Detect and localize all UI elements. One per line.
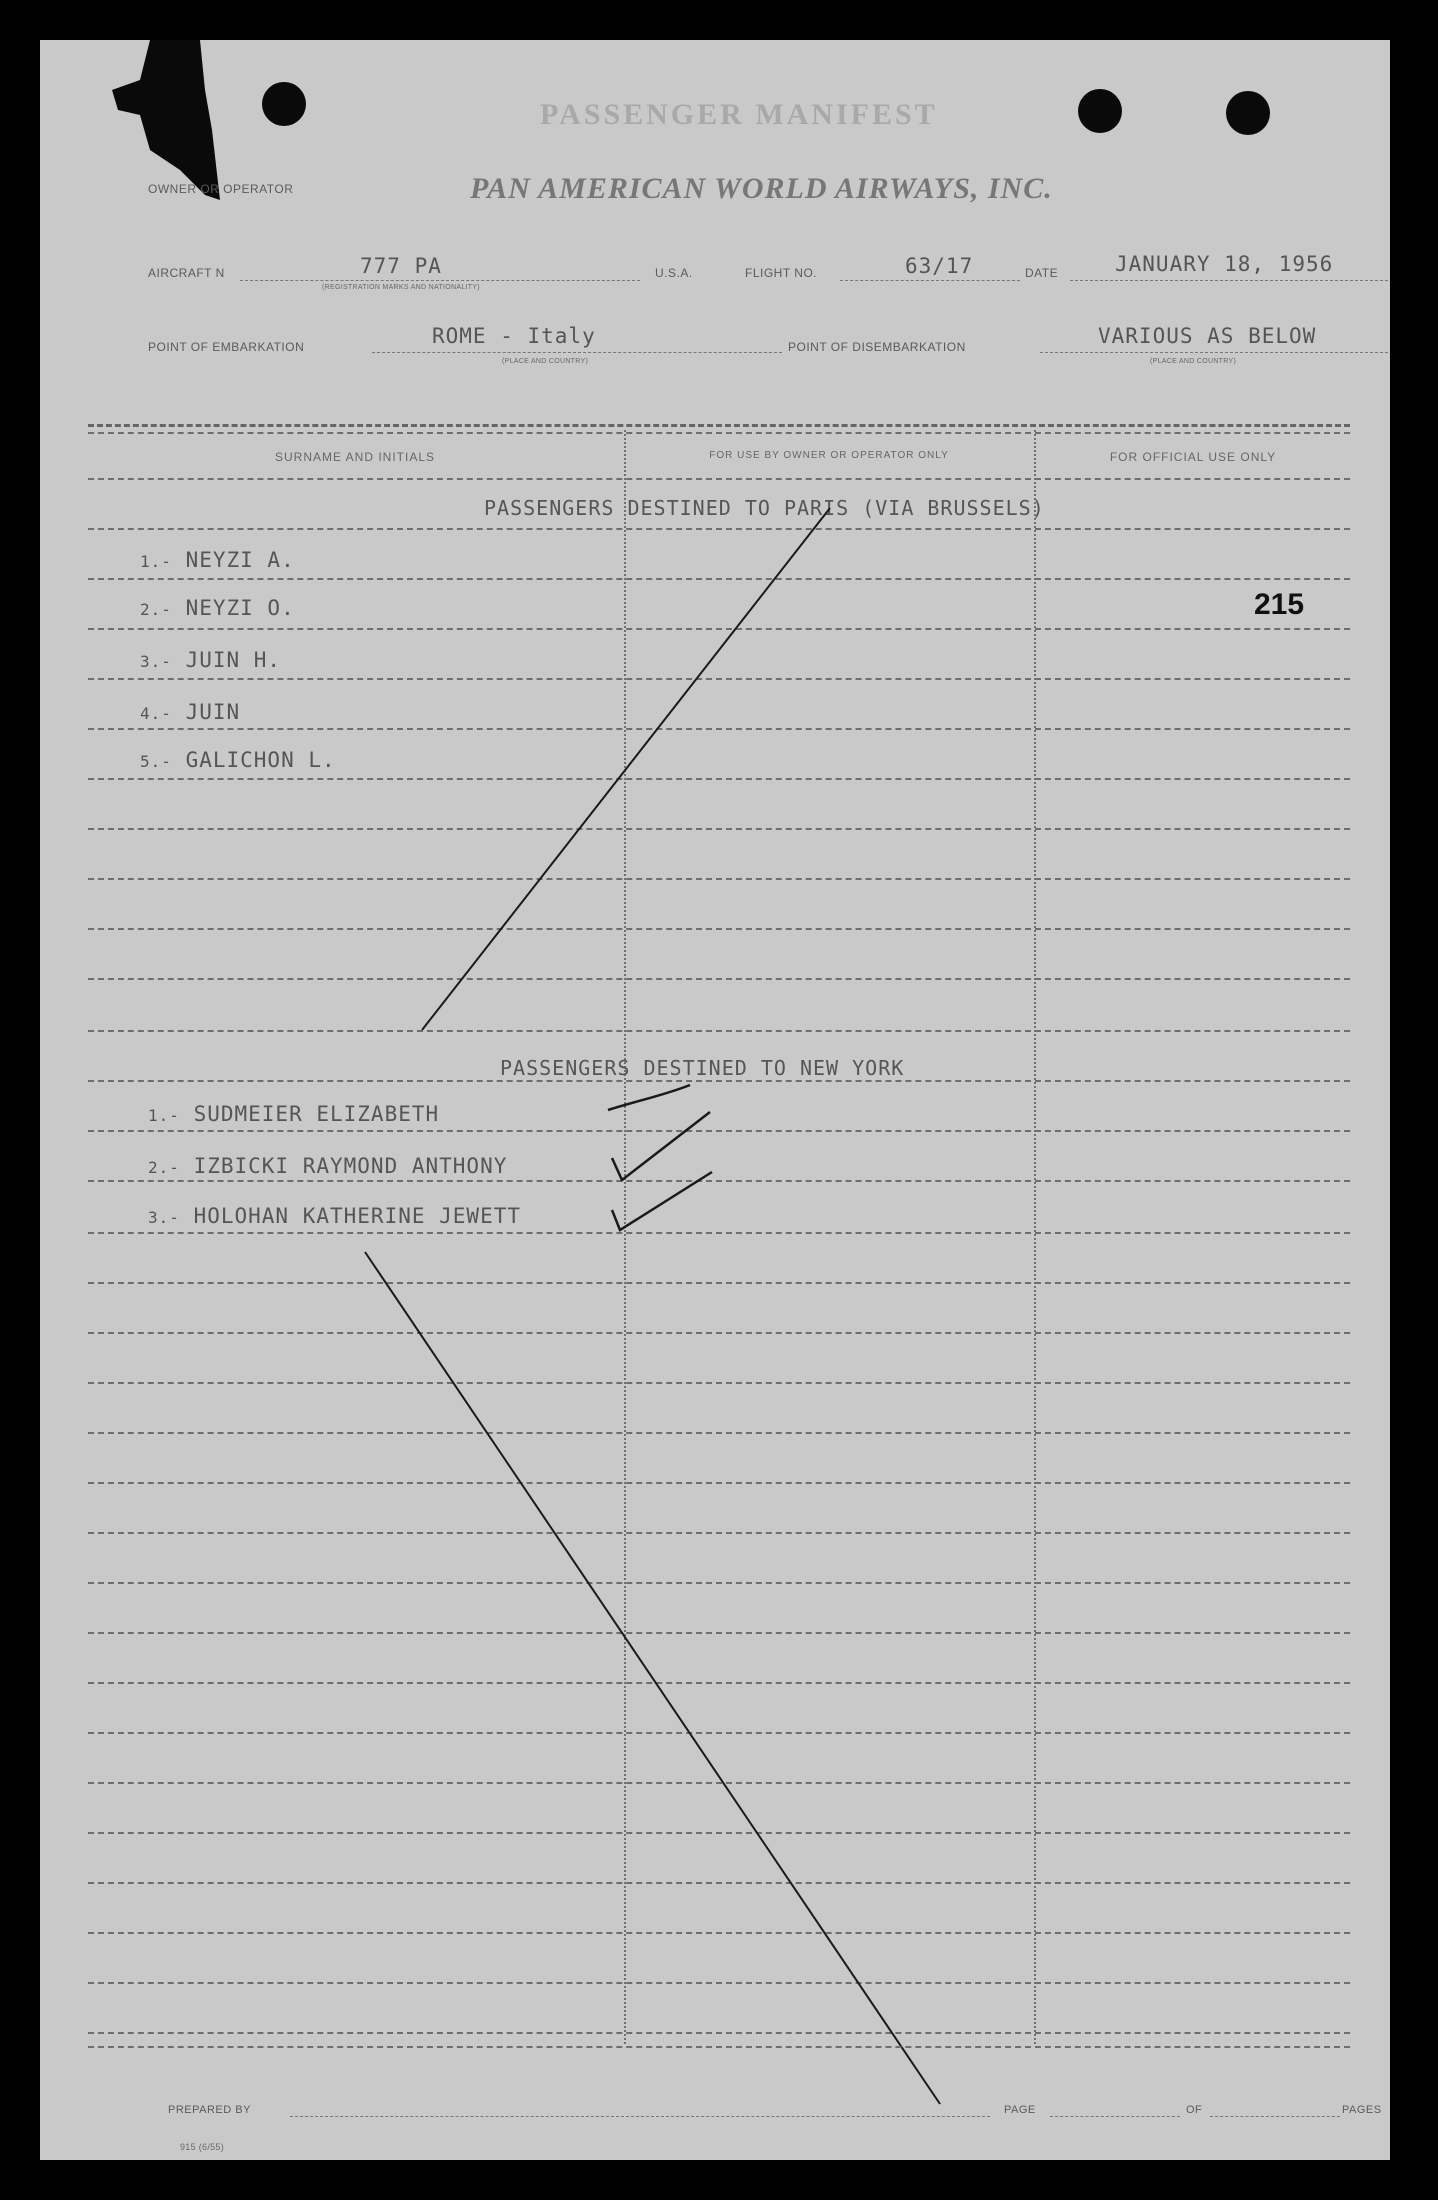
passenger-name: GALICHON L.: [185, 748, 336, 772]
embark-value: ROME - Italy: [432, 324, 596, 348]
page-label: PAGE: [1004, 2104, 1036, 2116]
row-number: 3.-: [140, 652, 172, 671]
diagonal-strike-top: [422, 508, 830, 1030]
disembark-label: POINT OF DISEMBARKATION: [788, 340, 966, 354]
form-title: PASSENGER MANIFEST: [540, 98, 938, 131]
passenger-name: NEYZI O.: [185, 596, 295, 620]
passenger-name: NEYZI A.: [185, 548, 295, 572]
row-number: 2.-: [140, 600, 172, 619]
row-number: 5.-: [140, 752, 172, 771]
row-number: 1.-: [148, 1106, 180, 1125]
row-number: 1.-: [140, 552, 172, 571]
row-number: 2.-: [148, 1158, 180, 1177]
row-number: 3.-: [148, 1208, 180, 1227]
passenger-name: HOLOHAN KATHERINE JEWETT: [193, 1204, 521, 1228]
form-code: 915 (6/55): [180, 2142, 225, 2152]
diagonal-strike-bottom: [365, 1252, 940, 2104]
aircraft-label: AIRCRAFT N: [148, 266, 225, 280]
pages-label: PAGES: [1342, 2104, 1382, 2116]
airline-name: PAN AMERICAN WORLD AIRWAYS, INC.: [470, 172, 1053, 205]
passenger-name: JUIN H.: [185, 648, 282, 672]
usa-label: U.S.A.: [655, 266, 693, 280]
embark-label: POINT OF EMBARKATION: [148, 340, 305, 354]
table-bottom-border: [88, 2046, 1350, 2048]
passenger-name: IZBICKI RAYMOND ANTHONY: [193, 1154, 508, 1178]
disembark-value: VARIOUS AS BELOW: [1098, 324, 1317, 348]
official-number: 215: [1254, 588, 1305, 621]
row-number: 4.-: [140, 704, 172, 723]
section-heading-new-york: PASSENGERS DESTINED TO NEW YORK: [500, 1056, 905, 1080]
aircraft-value: 777 PA: [360, 254, 442, 278]
date-value: JANUARY 18, 1956: [1115, 252, 1334, 276]
disembark-sublabel: (PLACE AND COUNTRY): [1150, 358, 1237, 365]
passenger-name: SUDMEIER ELIZABETH: [193, 1102, 440, 1126]
check-mark: [608, 1085, 690, 1110]
flight-label: FLIGHT NO.: [745, 266, 818, 280]
owner-label: OWNER OR OPERATOR: [148, 182, 294, 196]
column-header-owner-use: FOR USE BY OWNER OR OPERATOR ONLY: [709, 450, 949, 461]
column-header-official-use: FOR OFFICIAL USE ONLY: [1109, 450, 1277, 464]
column-header-surname: SURNAME AND INITIALS: [274, 450, 436, 464]
check-mark: [612, 1112, 710, 1180]
prepared-by-label: PREPARED BY: [168, 2104, 251, 2116]
check-mark: [612, 1172, 712, 1230]
date-label: DATE: [1025, 266, 1059, 280]
section-heading-paris: PASSENGERS DESTINED TO PARIS (VIA BRUSSELS): [484, 496, 1045, 520]
passenger-name: JUIN: [185, 700, 241, 724]
aircraft-sublabel: (REGISTRATION MARKS AND NATIONALITY): [322, 284, 480, 291]
flight-value: 63/17: [905, 254, 974, 278]
of-label: OF: [1186, 2104, 1203, 2116]
embark-sublabel: (PLACE AND COUNTRY): [502, 358, 589, 365]
